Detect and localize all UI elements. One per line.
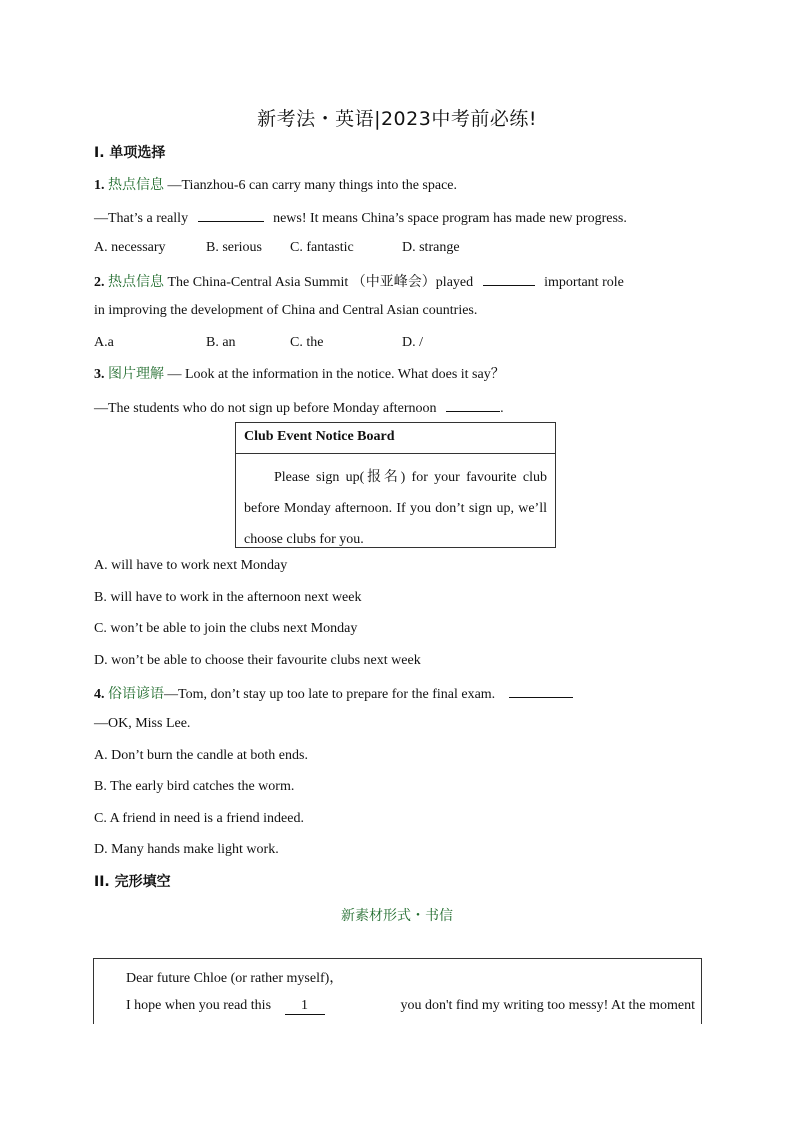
option-a: A. Don’t burn the candle at both ends. [94,748,308,763]
question-text: — Look at the information in the notice. What does it say？ [167,367,505,382]
notice-body [236,454,555,555]
question-text: important role [544,275,624,290]
question-number: 4. [94,687,105,702]
option-a: A.a [94,335,114,350]
cloze-blank-1[interactable]: 1 [285,998,325,1015]
option-a: A. necessary [94,240,166,255]
letter-text: you don't find my writing too messy! At the moment [400,998,695,1013]
option-b: B. an [206,335,236,350]
question-1-line-2 [94,207,627,228]
option-d: D. won’t be able to choose their favourite clubs next week [94,653,421,668]
question-number: 2. [94,275,105,290]
question-2-line-2: in improving the development of China and Central Asian countries. [94,303,478,318]
option-b: B. serious [206,240,262,255]
answer-blank[interactable] [509,683,573,698]
question-tag: 俗语谚语 [108,686,164,702]
question-2-line-1 [94,271,624,292]
question-number: 1. [94,178,105,193]
answer-blank[interactable] [446,397,500,412]
page-title: 新考法・英语|2023中考前必练! [257,108,537,130]
option-c: C. A friend in need is a friend indeed. [94,811,304,826]
question-text: news! It means China’s space program has made new progress. [273,211,627,226]
option-d: D. / [402,335,423,350]
answer-blank[interactable] [483,271,535,286]
section-subtitle: 新素材形式・书信 [341,908,453,924]
option-d: D. Many hands make light work. [94,842,279,857]
option-c: C. fantastic [290,240,354,255]
question-3-line-1 [94,365,505,384]
letter-text: I hope when you read this [126,998,272,1013]
section-heading-cloze: II. 完形填空 [94,874,171,890]
letter-box [93,958,702,1024]
option-c: C. the [290,335,324,350]
option-b: B. The early bird catches the worm. [94,779,295,794]
question-text: —That’s a really [94,211,189,226]
question-1-line-1 [94,176,457,195]
notice-board [235,422,556,548]
question-text: —Tom, don’t stay up too late to prepare for the final exam. [164,687,496,702]
question-4-line-2: —OK, Miss Lee. [94,716,191,731]
option-a: A. will have to work next Monday [94,558,288,573]
letter-greeting: Dear future Chloe (or rather myself)， [126,971,344,986]
option-c: C. won’t be able to join the clubs next Monday [94,621,358,636]
question-text: —Tianzhou-6 can carry many things into the space. [167,178,458,193]
question-text: —The students who do not sign up before Monday afternoon [94,401,437,416]
answer-blank[interactable] [198,207,264,222]
letter-line [126,998,695,1015]
question-tag: 热点信息 [108,177,164,193]
option-d: D. strange [402,240,460,255]
section-heading-single-choice: Ⅰ. 单项选择 [94,145,166,161]
question-tag: 热点信息 [108,274,164,290]
question-4-line-1 [94,683,573,704]
notice-title: Club Event Notice Board [236,423,555,454]
question-tag: 图片理解 [108,366,164,382]
question-3-line-2: —The students who do not sign up before Monday afternoon . [94,397,504,418]
option-b: B. will have to work in the afternoon next week [94,590,362,605]
question-text: The China-Central Asia Summit （中亚峰会）played [167,275,474,290]
question-number: 3. [94,367,105,382]
notice-text: Please sign up(报名) for your favourite club before Monday afternoon. If you don’t sign up, we’ll choose clubs for you. [244,470,547,547]
